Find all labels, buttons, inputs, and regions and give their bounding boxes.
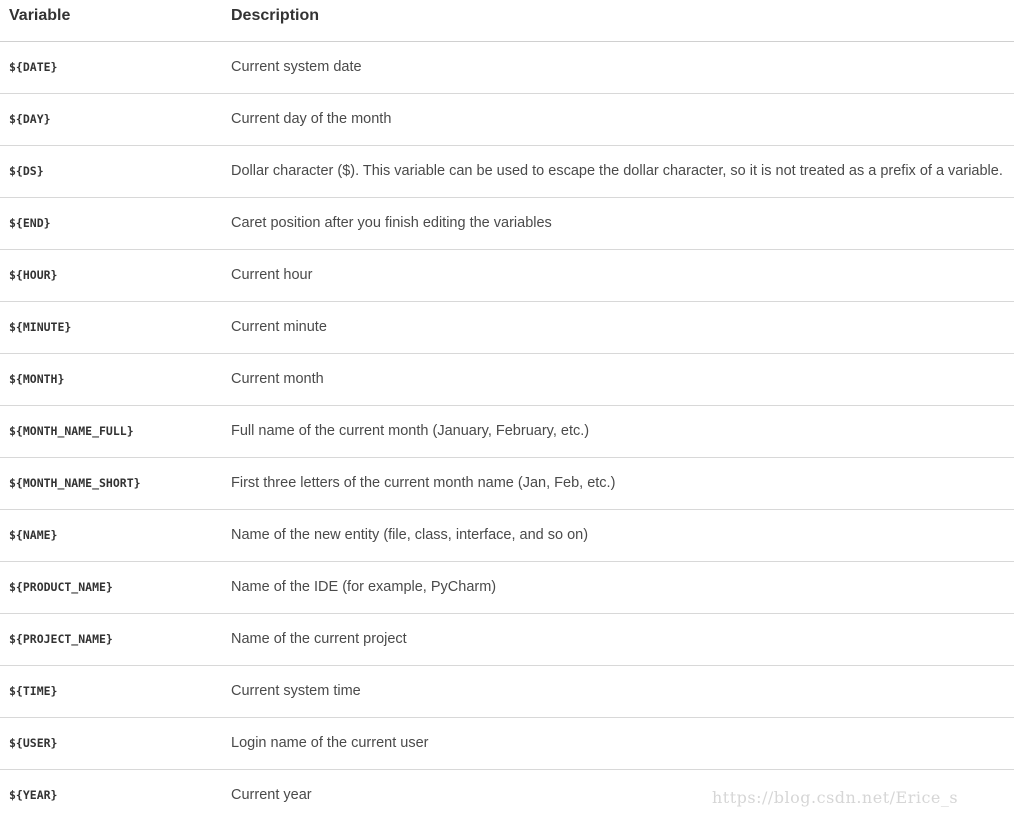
variable-description: Current system date: [231, 59, 362, 75]
table-row: [0, 614, 1014, 666]
variable-description: Current year: [231, 787, 312, 803]
variable-name: ${MINUTE}: [9, 320, 72, 334]
variable-description: Current minute: [231, 319, 327, 335]
variable-name: ${TIME}: [9, 684, 58, 698]
table-row: [0, 666, 1014, 718]
table-row: [0, 302, 1014, 354]
variable-description: Current month: [231, 371, 324, 387]
table-header: [0, 0, 1014, 42]
header-variable: Variable: [9, 7, 71, 24]
variable-name: ${PRODUCT_NAME}: [9, 580, 113, 594]
variable-description: Full name of the current month (January, February, etc.): [231, 423, 590, 439]
variable-description: Login name of the current user: [231, 735, 429, 751]
variable-name: ${HOUR}: [9, 268, 58, 282]
variable-description: Name of the current project: [231, 631, 407, 647]
variable-name: ${USER}: [9, 736, 58, 750]
table-row: [0, 250, 1014, 302]
variable-description: Name of the IDE (for example, PyCharm): [231, 579, 497, 595]
variable-name: ${DS}: [9, 164, 44, 178]
variable-name: ${PROJECT_NAME}: [9, 632, 113, 646]
variable-description: Dollar character ($). This variable can be used to escape the dollar character, so it is not treated as a prefix of a variable.: [231, 163, 1003, 179]
table-row: [0, 562, 1014, 614]
variable-name: ${DATE}: [9, 60, 58, 74]
table-row: [0, 198, 1014, 250]
header-description: Description: [231, 7, 320, 24]
variable-name: ${MONTH_NAME_FULL}: [9, 424, 134, 438]
table-row: [0, 458, 1014, 510]
table-row: [0, 354, 1014, 406]
variable-description: Current day of the month: [231, 111, 392, 127]
table-row: [0, 94, 1014, 146]
variable-name: ${END}: [9, 216, 51, 230]
variable-name: ${MONTH_NAME_SHORT}: [9, 476, 141, 490]
table-row: [0, 146, 1014, 198]
variable-name: ${MONTH}: [9, 372, 65, 386]
table-row: [0, 42, 1014, 94]
variable-description: Current hour: [231, 267, 313, 283]
table-row: [0, 510, 1014, 562]
table-body: [0, 42, 1014, 819]
table-row: [0, 406, 1014, 458]
variable-name: ${NAME}: [9, 528, 58, 542]
table-row: [0, 718, 1014, 770]
variable-name: ${YEAR}: [9, 788, 58, 802]
variable-description: Caret position after you finish editing the variables: [231, 215, 552, 231]
variable-name: ${DAY}: [9, 112, 51, 126]
variable-description: Name of the new entity (file, class, interface, and so on): [231, 527, 589, 543]
watermark: https://blog.csdn.net/Erice_s: [712, 788, 959, 807]
variable-description: Current system time: [231, 683, 361, 699]
variable-description: First three letters of the current month name (Jan, Feb, etc.): [231, 475, 616, 491]
